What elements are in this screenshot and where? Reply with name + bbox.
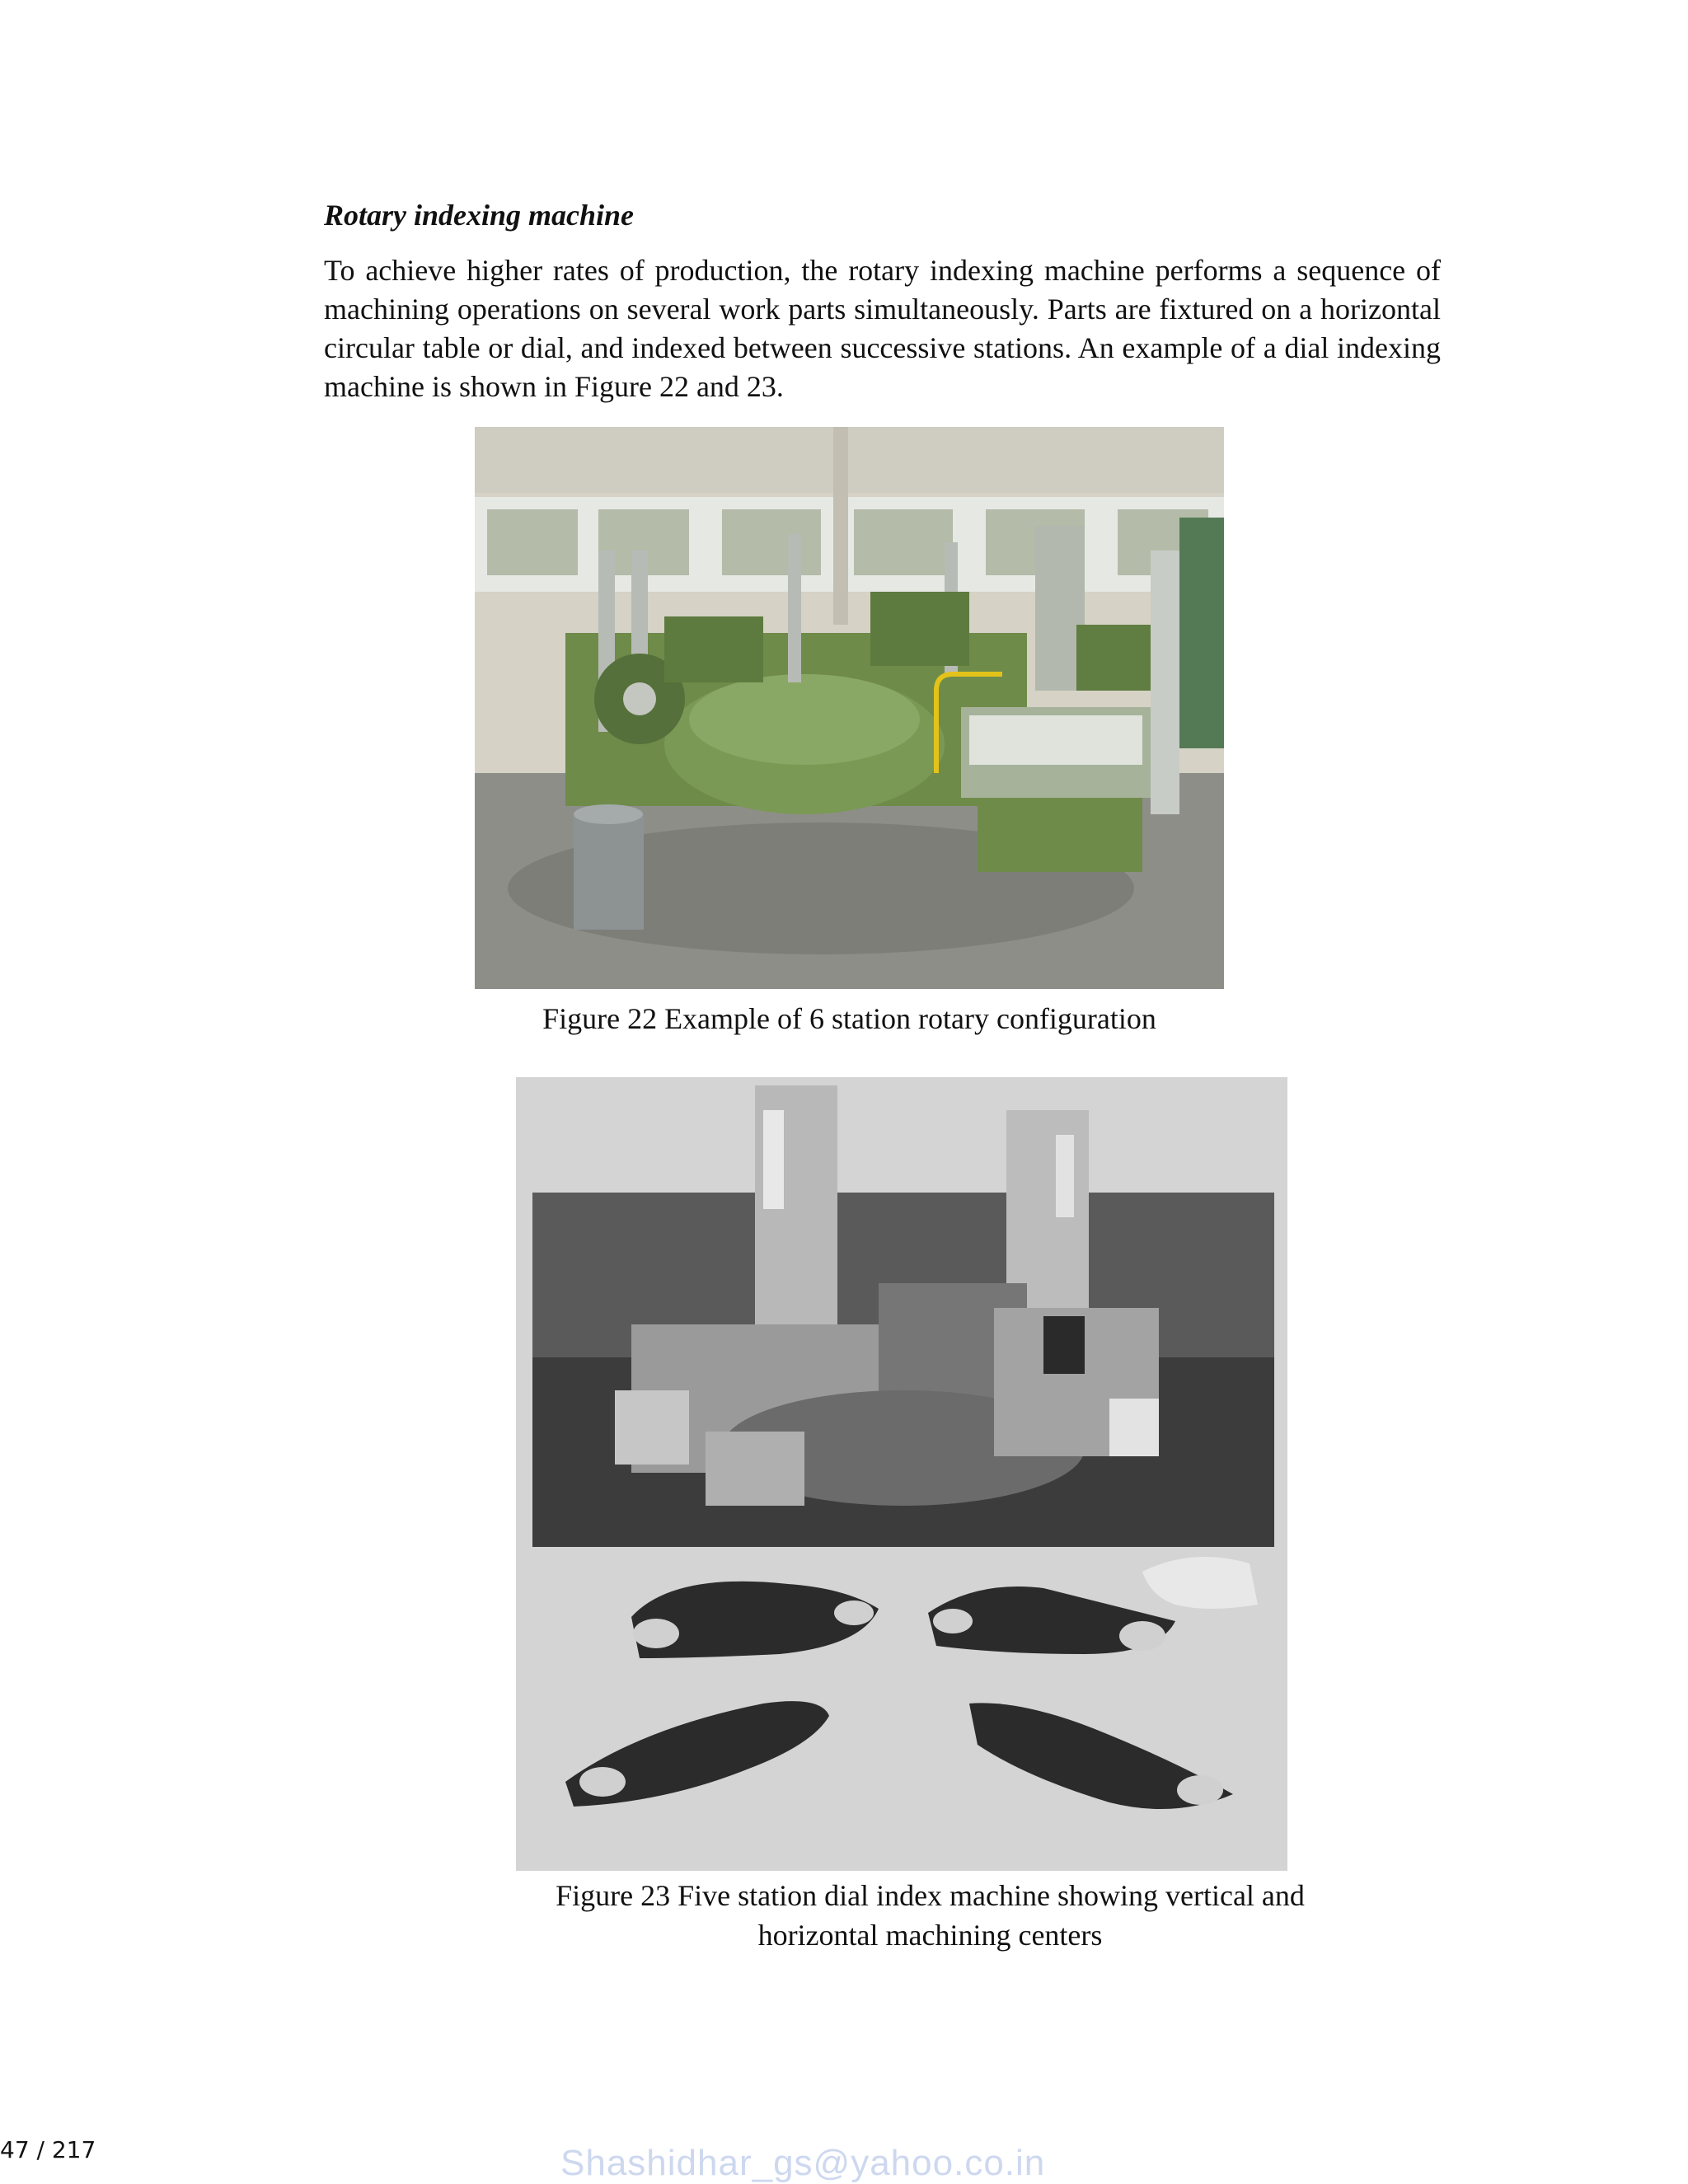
section-heading: Rotary indexing machine bbox=[324, 199, 635, 232]
figure-22-photo bbox=[475, 427, 1224, 989]
figure-22-caption: Figure 22 Example of 6 station rotary configuration bbox=[542, 1002, 1156, 1035]
page-number: 47 / 217 bbox=[0, 2136, 96, 2163]
figure-22-illustration bbox=[475, 427, 1224, 989]
watermark: Shashidhar_gs@yahoo.co.in bbox=[560, 2143, 1046, 2183]
figure-23-photo bbox=[516, 1077, 1287, 1871]
figure-23-caption-line-1: Figure 23 Five station dial index machine showing vertical and bbox=[556, 1879, 1305, 1912]
figure-23-caption-line-2: horizontal machining centers bbox=[757, 1919, 1103, 1952]
figure-23-caption bbox=[475, 1876, 1386, 1955]
body-paragraph: To achieve higher rates of production, the rotary indexing machine performs a sequence of machining operations on several work parts simultaneously. Parts are fixtured on a horizontal circular table or dial, and indexed between successive stations. An example of a dial indexing machine is shown in Figure 22 and 23. bbox=[324, 254, 1441, 403]
figure-23-illustration bbox=[516, 1077, 1287, 1871]
